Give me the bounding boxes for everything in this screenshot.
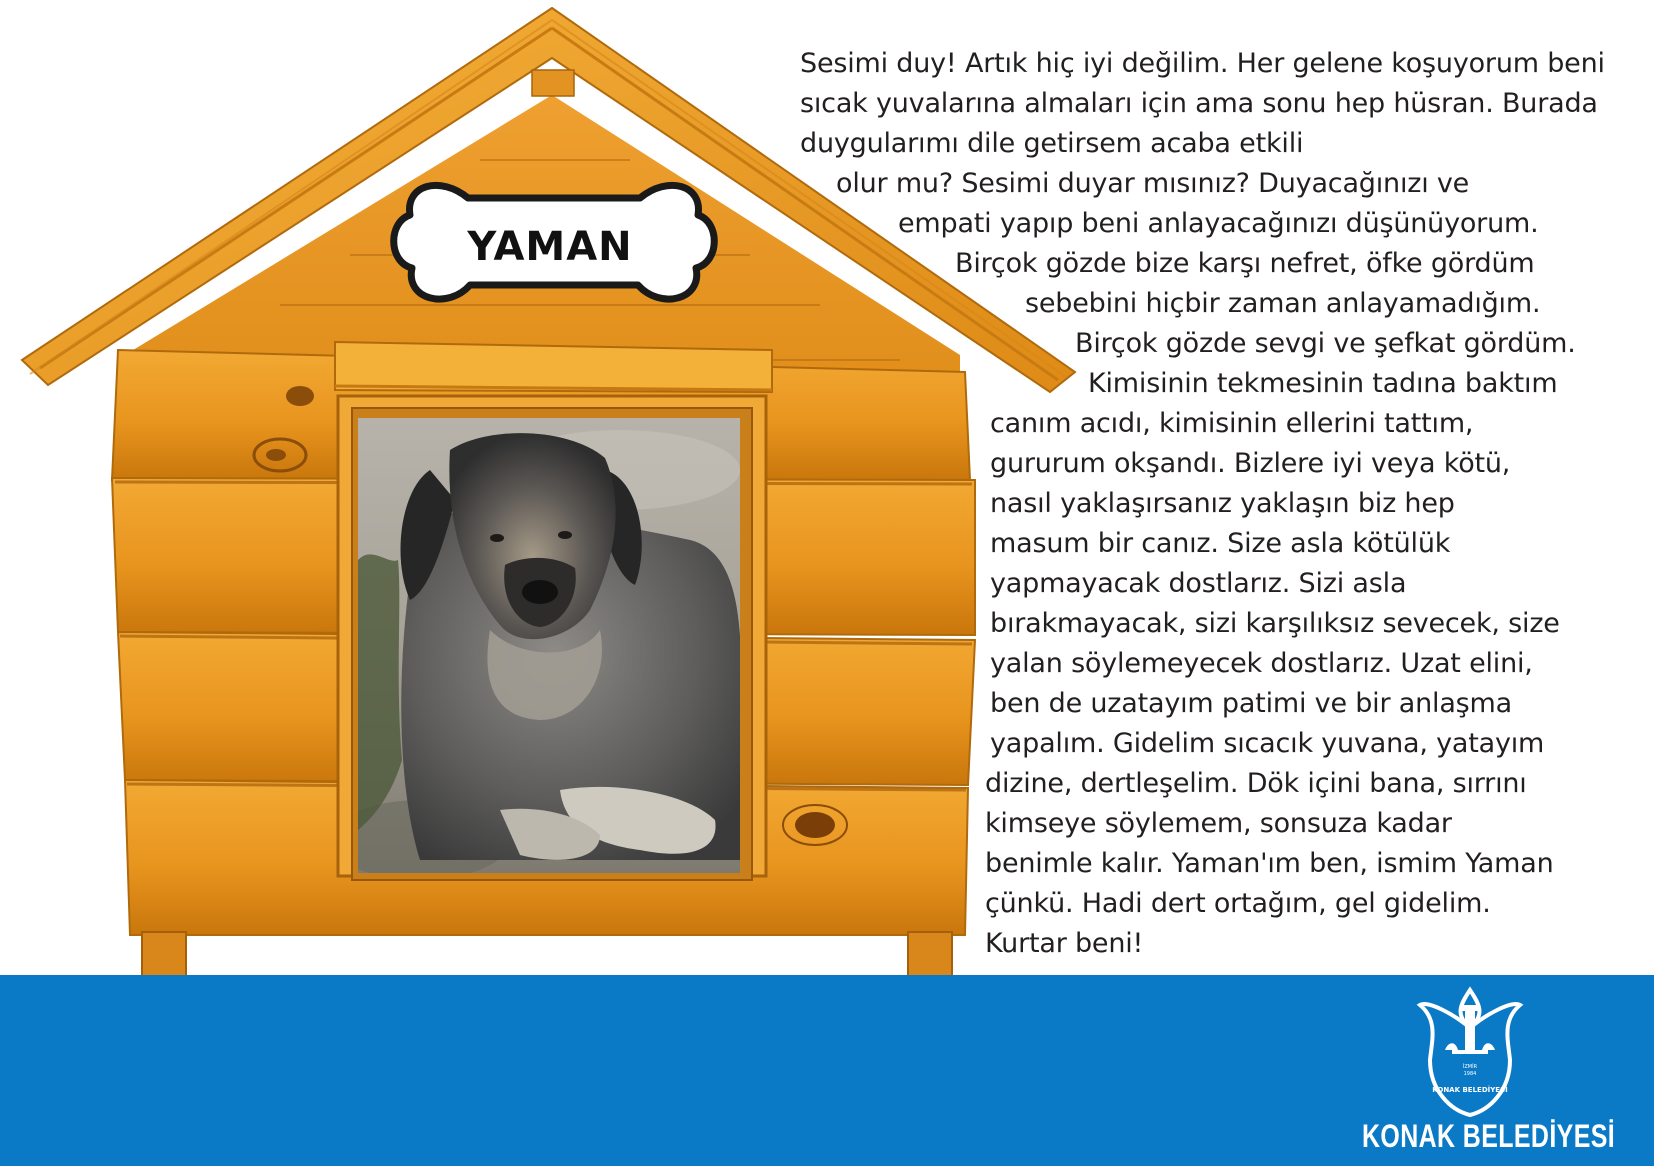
story-line: Birçok gözde sevgi ve şefkat gördüm. xyxy=(1075,328,1576,359)
story-line: dizine, dertleşelim. Dök içini bana, sırrını xyxy=(985,768,1527,799)
story-line: sebebini hiçbir zaman anlayamadığım. xyxy=(1025,288,1541,319)
story-line: Kurtar beni! xyxy=(985,928,1144,959)
bone-sign xyxy=(394,185,715,299)
story-line: benimle kalır. Yaman'ım ben, ismim Yaman xyxy=(985,848,1554,879)
story-line: ben de uzatayım patimi ve bir anlaşma xyxy=(990,688,1512,719)
story-line: yalan söylemeyecek dostlarız. Uzat elini, xyxy=(990,648,1533,679)
story-line: Sesimi duy! Artık hiç iyi değilim. Her gelene koşuyorum beni xyxy=(800,48,1605,79)
story-line: empati yapıp beni anlayacağınızı düşünüyorum. xyxy=(898,208,1539,239)
story-line: yapmayacak dostlarız. Sizi asla xyxy=(990,568,1407,599)
svg-text:İZMİR: İZMİR xyxy=(1462,1064,1478,1070)
svg-text:KONAK BELEDİYESİ: KONAK BELEDİYESİ xyxy=(1432,1086,1508,1094)
story-line: canım acıdı, kimisinin ellerini tattım, xyxy=(990,408,1474,439)
wood-knot xyxy=(266,449,286,461)
svg-text:1984: 1984 xyxy=(1463,1071,1477,1077)
house-leg xyxy=(908,932,952,977)
story-line: olur mu? Sesimi duyar mısınız? Duyacağınızı ve xyxy=(836,168,1470,199)
story-line: Birçok gözde bize karşı nefret, öfke gördüm xyxy=(955,248,1535,279)
dog-photo xyxy=(330,418,741,880)
story-line: sıcak yuvalarına almaları için ama sonu hep hüsran. Burada xyxy=(800,88,1598,119)
story-line: Kimisinin tekmesinin tadına baktım xyxy=(1088,368,1558,399)
house-leg xyxy=(142,932,186,977)
story-line: duygularımı dile getirsem acaba etkili xyxy=(800,128,1304,159)
wood-knot xyxy=(286,386,314,406)
story-line: çünkü. Hadi dert ortağım, gel gidelim. xyxy=(985,888,1491,919)
brand-name: KONAK BELEDİYESİ xyxy=(1362,1118,1616,1154)
story-line: bırakmayacak, sizi karşılıksız sevecek, size xyxy=(990,608,1560,639)
story-line: gururum okşandı. Bizlere iyi veya kötü, xyxy=(990,448,1511,479)
story-line: masum bir canız. Size asla kötülük xyxy=(990,528,1451,559)
story-line: kimseye söylemem, sonsuza kadar xyxy=(985,808,1452,839)
wood-knot xyxy=(795,812,835,838)
dog-name-label: YAMAN xyxy=(467,224,633,270)
story-line: nasıl yaklaşırsanız yaklaşın biz hep xyxy=(990,488,1455,519)
story-line: yapalım. Gidelim sıcacık yuvana, yatayım xyxy=(990,728,1545,759)
